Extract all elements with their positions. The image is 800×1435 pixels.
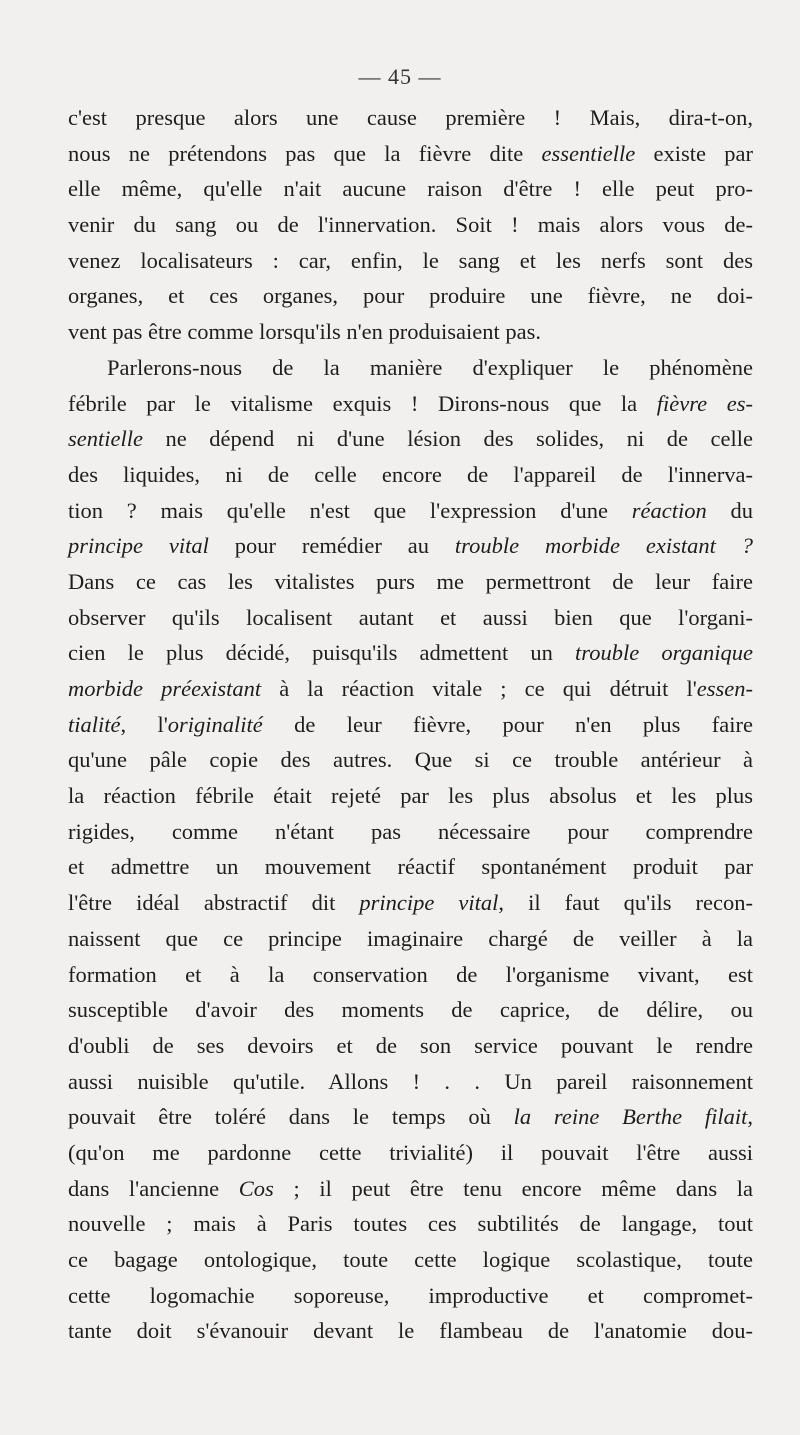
text-run: ; il peut être tenu encore même dans la bbox=[273, 1175, 753, 1201]
text-line bbox=[68, 421, 753, 457]
text-line bbox=[68, 1242, 753, 1278]
text-run: ce bagage ontologique, toute cette logique scolastique, toute bbox=[68, 1247, 753, 1272]
text-run: , il faut qu'ils recon- bbox=[498, 890, 753, 916]
text-run: venez localisateurs : car, enfin, le sang et les nerfs sont des bbox=[68, 247, 753, 273]
text-line bbox=[68, 171, 753, 207]
text-run: susceptible d'avoir des moments de caprice, de délire, ou bbox=[68, 997, 753, 1023]
text-run: tante doit s'évanouir devant le flambeau de l'anatomie dou- bbox=[68, 1318, 753, 1344]
italic-text: principe vital bbox=[68, 533, 209, 559]
text-run: nous ne prétendons pas que la fièvre dite bbox=[68, 140, 542, 166]
text-run: vent pas être comme lorsqu'ils n'en produisaient pas. bbox=[68, 319, 541, 345]
text-run: pour remédier au bbox=[208, 533, 455, 559]
text-line bbox=[68, 1028, 753, 1064]
italic-text: morbide préexistant bbox=[68, 676, 262, 701]
text-line bbox=[68, 278, 753, 314]
text-line bbox=[68, 814, 753, 850]
italic-text: tialité bbox=[68, 711, 121, 737]
italic-text: fièvre es- bbox=[656, 390, 753, 416]
text-run: Parlerons-nous de la manière d'expliquer le phénomène bbox=[107, 354, 753, 380]
text-line bbox=[68, 1206, 753, 1242]
text-line bbox=[68, 243, 753, 279]
text-run: Dans ce cas les vitalistes purs me permettront de leur faire bbox=[68, 568, 753, 594]
italic-text: Cos bbox=[238, 1175, 274, 1201]
italic-text: trouble organique bbox=[575, 640, 754, 666]
text-line bbox=[68, 957, 753, 993]
text-line bbox=[68, 707, 753, 743]
text-run: pouvait être toléré dans le temps où bbox=[68, 1104, 514, 1130]
text-line bbox=[68, 386, 753, 422]
body-text bbox=[68, 100, 753, 1349]
text-run: du bbox=[706, 497, 753, 523]
text-line bbox=[68, 671, 753, 707]
text-line bbox=[68, 136, 753, 172]
text-run: et admettre un mouvement réactif spontanément produit par bbox=[68, 854, 753, 880]
italic-text: originalité bbox=[167, 711, 263, 737]
text-run: , l' bbox=[120, 711, 168, 737]
text-run: existe par bbox=[635, 140, 753, 166]
text-run: aussi nuisible qu'utile. Allons ! . . Un pareil raisonnement bbox=[68, 1068, 753, 1094]
text-run: qu'une pâle copie des autres. Que si ce trouble antérieur à bbox=[68, 747, 753, 773]
text-line bbox=[68, 1135, 753, 1171]
text-run: naissent que ce principe imaginaire chargé de veiller à la bbox=[68, 925, 753, 951]
text-run: cien le plus décidé, puisqu'ils admettent un bbox=[68, 640, 576, 666]
text-line bbox=[68, 1171, 753, 1207]
italic-text: la reine Berthe filait bbox=[513, 1104, 748, 1130]
text-run: venir du sang ou de l'innervation. Soit ! mais alors vous de- bbox=[68, 212, 753, 238]
text-line bbox=[68, 528, 753, 564]
text-run: d'oubli de ses devoirs et de son service pouvant le rendre bbox=[68, 1032, 753, 1058]
text-run: tion ? mais qu'elle n'est que l'expression d'une bbox=[68, 497, 632, 523]
text-line bbox=[68, 992, 753, 1028]
text-line bbox=[68, 457, 753, 493]
text-line bbox=[68, 100, 753, 136]
text-run: , bbox=[747, 1104, 753, 1130]
text-line bbox=[68, 921, 753, 957]
text-line bbox=[68, 849, 753, 885]
text-run: formation et à la conservation de l'organisme vivant, est bbox=[68, 961, 753, 987]
text-line bbox=[68, 1278, 753, 1314]
text-run: observer qu'ils localisent autant et aussi bien que l'organi- bbox=[68, 604, 753, 630]
text-run: rigides, comme n'étant pas nécessaire pour comprendre bbox=[68, 818, 753, 844]
text-line bbox=[68, 207, 753, 243]
text-run: la réaction fébrile était rejeté par les plus absolus et les plus bbox=[68, 783, 753, 809]
text-run: dans l'ancienne bbox=[68, 1175, 239, 1201]
page-number: — 45 — bbox=[358, 64, 442, 89]
italic-text: réaction bbox=[631, 497, 707, 523]
italic-text: essen- bbox=[696, 676, 754, 701]
text-line bbox=[68, 493, 753, 529]
text-line bbox=[68, 885, 753, 921]
text-run: à la réaction vitale ; ce qui détruit l' bbox=[261, 676, 697, 701]
text-run: de leur fièvre, pour n'en plus faire bbox=[262, 711, 753, 737]
text-run: organes, et ces organes, pour produire une fièvre, ne doi- bbox=[68, 283, 753, 309]
text-run: fébrile par le vitalisme exquis ! Dirons-nous que la bbox=[68, 390, 657, 416]
text-line bbox=[68, 314, 753, 350]
text-run: l'être idéal abstractif dit bbox=[68, 890, 360, 916]
text-line bbox=[68, 778, 753, 814]
text-run: (qu'on me pardonne cette trivialité) il pouvait l'être aussi bbox=[68, 1139, 753, 1165]
text-run: des liquides, ni de celle encore de l'appareil de l'innerva- bbox=[68, 461, 753, 487]
text-line bbox=[68, 1313, 753, 1349]
text-line bbox=[68, 1099, 753, 1135]
text-line bbox=[68, 564, 753, 600]
text-run: elle même, qu'elle n'ait aucune raison d'être ! elle peut pro- bbox=[68, 176, 753, 202]
text-line bbox=[68, 600, 753, 636]
italic-text: trouble morbide existant ? bbox=[454, 533, 753, 559]
italic-text: essentielle bbox=[541, 140, 636, 166]
text-line bbox=[68, 350, 753, 386]
italic-text: sentielle bbox=[68, 426, 143, 452]
italic-text: principe vital bbox=[359, 890, 499, 916]
text-line bbox=[68, 1064, 753, 1100]
text-run: nouvelle ; mais à Paris toutes ces subtilités de langage, tout bbox=[68, 1211, 753, 1237]
text-run: ne dépend ni d'une lésion des solides, ni de celle bbox=[142, 426, 753, 452]
text-run: c'est presque alors une cause première ! Mais, dira-t-on, bbox=[68, 105, 753, 130]
text-line bbox=[68, 635, 753, 671]
text-line bbox=[68, 742, 753, 778]
text-run: cette logomachie soporeuse, improductive et compromet- bbox=[68, 1282, 753, 1308]
